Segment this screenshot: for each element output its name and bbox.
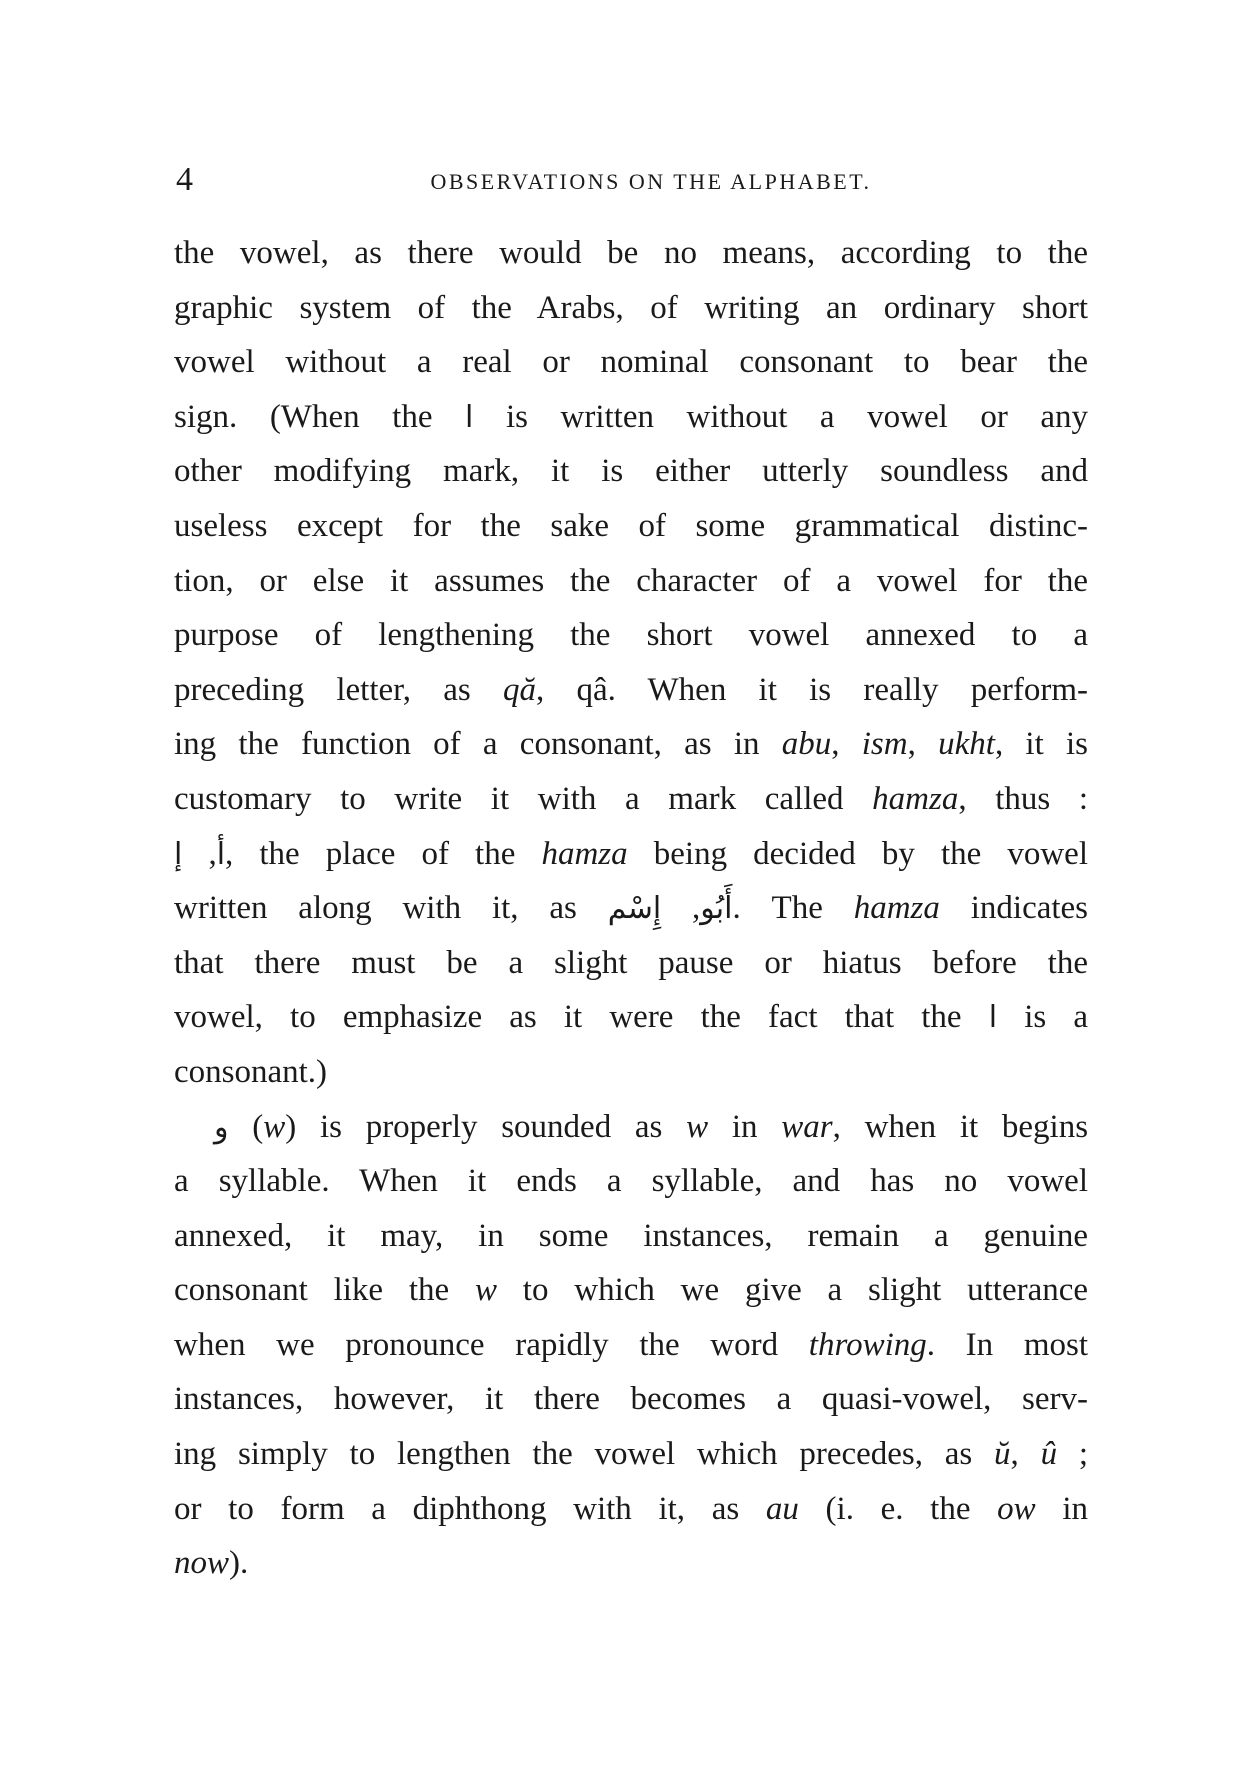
text-line: written along with it, as أَبُو, إِسْم . The hamza indicates bbox=[174, 890, 1089, 927]
running-head bbox=[176, 160, 1086, 200]
text-line: tion, or else it assumes the character of a vowel for the bbox=[174, 562, 1088, 599]
arabic-waw: و bbox=[214, 1109, 229, 1145]
arabic-abu: أَبُو bbox=[700, 891, 733, 927]
text-line: the vowel, as there would be no means, according to the bbox=[174, 235, 1088, 271]
paragraph-2 bbox=[174, 1100, 1088, 1591]
paragraph-1 bbox=[174, 226, 1088, 1100]
arabic-alif-hamza-below: إ bbox=[174, 836, 183, 872]
text-line: now). bbox=[174, 1545, 249, 1582]
text-line: annexed, it may, in some instances, remain a genuine bbox=[174, 1217, 1088, 1254]
text-line: consonant like the w to which we give a slight utterance bbox=[174, 1272, 1089, 1309]
text-line: أ, إ , the place of the hamza being decided by the vowel bbox=[174, 835, 1089, 872]
running-title: OBSERVATIONS ON THE ALPHABET. bbox=[430, 169, 872, 194]
text-line: vowel without a real or nominal consonant to bear the bbox=[174, 344, 1088, 381]
text-line: purpose of lengthening the short vowel annexed to a bbox=[174, 617, 1088, 654]
text-line: ing simply to lengthen the vowel which precedes, as ŭ, û ; bbox=[174, 1436, 1089, 1473]
text-line: that there must be a slight pause or hiatus before the bbox=[174, 944, 1088, 981]
body-text bbox=[174, 226, 1088, 1591]
text-line: instances, however, it there becomes a quasi-vowel, serv- bbox=[174, 1381, 1088, 1418]
text-line: و (w) is properly sounded as w in war, when it begins bbox=[214, 1108, 1089, 1145]
text-line: when we pronounce rapidly the word throwing. In most bbox=[174, 1326, 1088, 1363]
text-line: useless except for the sake of some grammatical distinc- bbox=[174, 507, 1088, 544]
text-line: graphic system of the Arabs, of writing an ordinary short bbox=[174, 289, 1088, 326]
text-line: preceding letter, as qă, qâ. When it is really perform- bbox=[174, 671, 1088, 708]
page-number: 4 bbox=[176, 161, 193, 198]
text-line: a syllable. When it ends a syllable, and has no vowel bbox=[174, 1163, 1088, 1200]
arabic-alif: ا bbox=[465, 399, 474, 435]
text-line: vowel, to emphasize as it were the fact that the ا is a bbox=[174, 999, 1088, 1036]
text-line: consonant.) bbox=[174, 1053, 328, 1090]
arabic-alif-hamza-above: أ bbox=[216, 836, 226, 872]
arabic-ism: إِسْم bbox=[607, 891, 662, 927]
text-line: sign. (When the ا is written without a vowel or any bbox=[174, 398, 1089, 435]
text-line: other modifying mark, it is either utterly soundless and bbox=[174, 453, 1088, 490]
text-line: or to form a diphthong with it, as au (i. e. the ow in bbox=[174, 1490, 1089, 1527]
text-line: customary to write it with a mark called hamza, thus : bbox=[174, 780, 1088, 817]
text-line: ing the function of a consonant, as in abu, ism, ukht, it is bbox=[174, 726, 1089, 763]
arabic-alif: ا bbox=[988, 1000, 998, 1036]
